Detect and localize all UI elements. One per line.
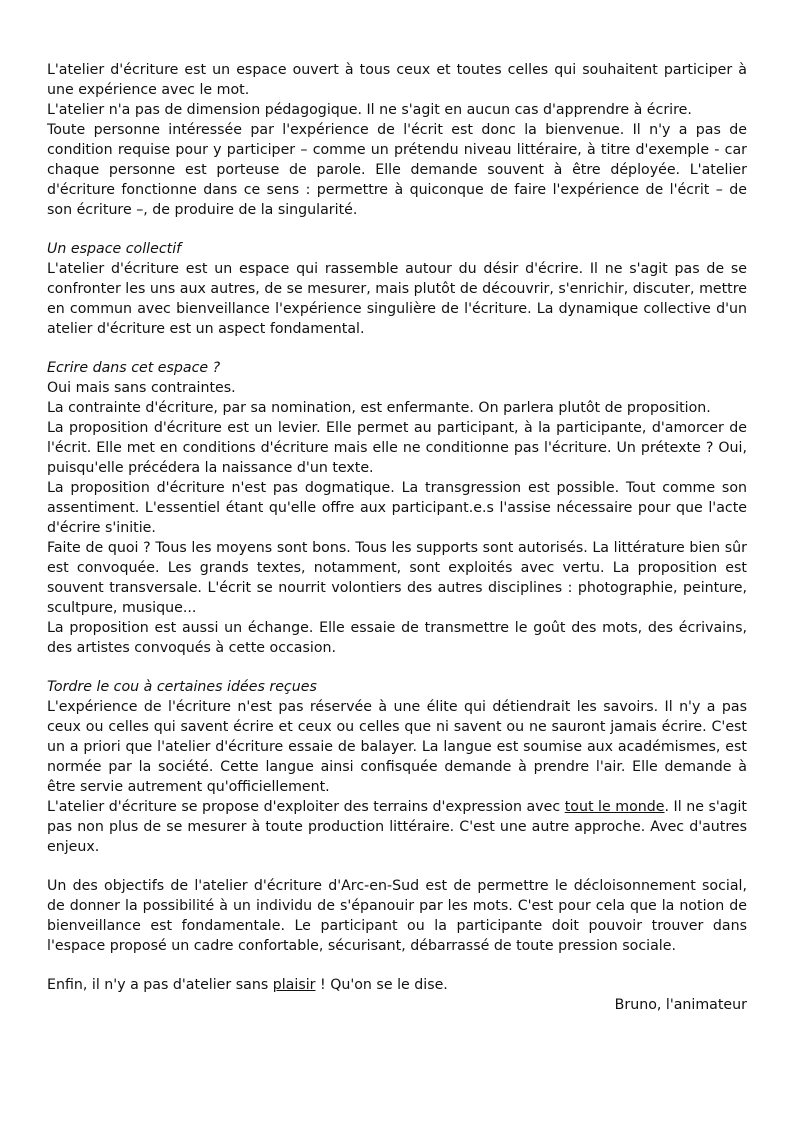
objectifs-paragraph: Un des objectifs de l'atelier d'écriture d'Arc-en-Sud est de permettre le décloisonnement social, de donner la possibilité à un individu de s'épanouir par les mots. C'est pour cela que la notion de bienveillance est fondamentale. Le participant ou la participante doit pouvoir trouver dans l'espace proposé un cadre confortable, sécurisant, débarrassé de toute pression sociale. [47,878,747,954]
underlined-text-tout-le-monde: tout le monde [564,799,665,815]
intro-paragraph: L'atelier d'écriture est un espace ouvert à tous ceux et toutes celles qui souhaitent participer à une expérience avec le mot. [47,62,747,98]
ecrire-paragraph: La proposition est aussi un échange. Elle essaie de transmettre le goût des mots, des écrivains, des artistes convoqués à cette occasion. [47,620,747,656]
text-run: ! Qu'on se le dise. [315,977,448,993]
spacer [47,658,747,677]
intro-paragraph: Toute personne intéressée par l'expérience de l'écrit est donc la bienvenue. Il n'y a pas de condition requise pour y participer – comme un prétendu niveau littéraire, à titre d'exemple - car chaque personne est porteuse de parole. Elle demande souvent à être déployée. L'atelier d'écriture fonctionne dans ce sens : permettre à quiconque de faire l'expérience de l'écrit – de son écriture –, de produire de la singularité. [47,122,747,218]
spacer [47,956,747,975]
signature: Bruno, l'animateur [614,997,747,1013]
section-heading-collectif: Un espace collectif [47,241,182,257]
underlined-text-plaisir: plaisir [272,977,316,993]
collectif-paragraph: L'atelier d'écriture est un espace qui rassemble autour du désir d'écrire. Il ne s'agit pas de se confronter les uns aux autres, de se mesurer, mais plutôt de découvrir, s'enrichir, discuter, mettre en commun avec bienveillance l'expérience singulière de l'écriture. La dynamique collective d'un atelier d'écriture est un aspect fondamental. [47,261,747,337]
spacer [47,220,747,239]
section-heading-tordre: Tordre le cou à certaines idées reçues [47,679,317,695]
text-run: Enfin, il n'y a pas d'atelier sans [47,977,273,993]
spacer [47,857,747,876]
spacer [47,339,747,358]
text-run: L'atelier d'écriture se propose d'exploiter des terrains d'expression avec [47,799,565,815]
tordre-paragraph: L'expérience de l'écriture n'est pas réservée à une élite qui détiendrait les savoirs. Il n'y a pas ceux ou celles qui savent écrire et ceux ou celles que ni savent ou ne sauront jamais écrire. C'est un a priori que l'atelier d'écriture essaie de balayer. La langue est soumise aux académismes, est normée par la société. Cette langue ainsi confisquée demande à prendre l'air. Elle demande à être servie autrement qu'officiellement. [47,699,747,795]
intro-paragraph: L'atelier n'a pas de dimension pédagogique. Il ne s'agit en aucun cas d'apprendre à écrire. [47,102,692,118]
document-body [47,60,747,1015]
ecrire-paragraph: La contrainte d'écriture, par sa nomination, est enfermante. On parlera plutôt de proposition. [47,400,711,416]
text-run: . Il ne s'agit pas non plus de se mesurer à toute production littéraire. C'est une autre approche. Avec d'autres enjeux. [47,799,747,855]
ecrire-paragraph: La proposition d'écriture n'est pas dogmatique. La transgression est possible. Tout comme son assentiment. L'essentiel étant qu'elle offre aux participant.e.s l'assise nécessaire pour que l'acte d'écrire s'initie. [47,480,747,536]
ecrire-paragraph: La proposition d'écriture est un levier. Elle permet au participant, à la participante, d'amorcer de l'écrit. Elle met en conditions d'écriture mais elle ne conditionne pas l'écriture. Un prétexte ? Oui, puisqu'elle précédera la naissance d'un texte. [47,420,747,476]
ecrire-paragraph: Oui mais sans contraintes. [47,380,236,396]
ecrire-paragraph: Faite de quoi ? Tous les moyens sont bons. Tous les supports sont autorisés. La littérature bien sûr est convoquée. Les grands textes, notamment, sont exploités avec vertu. La proposition est souvent transversale. L'écrit se nourrit volontiers des autres disciplines : photographie, peinture, scultpure, musique... [47,540,747,616]
conclusion-paragraph [47,975,747,995]
section-heading-ecrire: Ecrire dans cet espace ? [47,360,221,376]
tordre-paragraph [47,797,747,857]
